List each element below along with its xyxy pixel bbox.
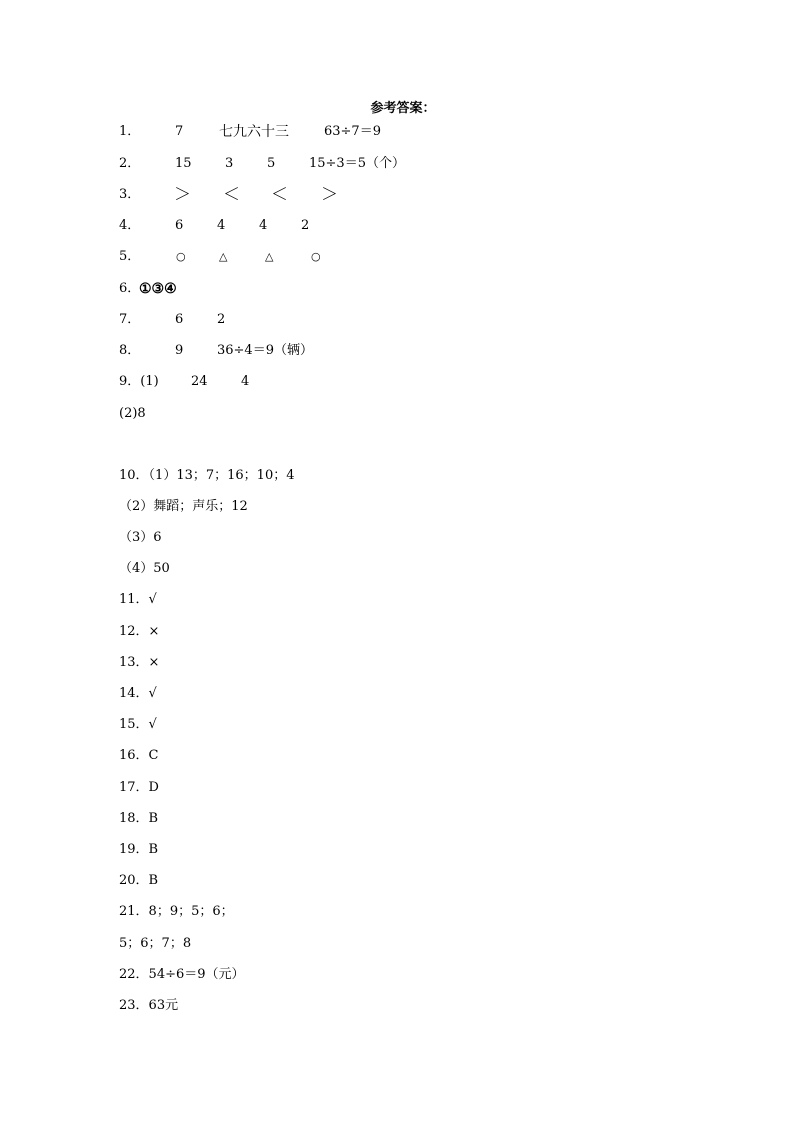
triangle-shape: △ <box>265 250 274 263</box>
answer-choices: ①③④ <box>139 281 177 297</box>
answer-10-part-4: （4）50 <box>119 561 170 576</box>
answer-22: 22．54÷6＝9（元） <box>119 967 245 982</box>
answer-blank: 7 <box>175 124 184 139</box>
answer-21-part-2: 5；6；7；8 <box>119 936 192 951</box>
answer-blank: 15÷3＝5（个） <box>309 156 405 171</box>
answer-16: 16．C <box>119 748 159 763</box>
answer-19: 19．B <box>119 842 159 857</box>
answer-blank: 63÷7＝9 <box>324 124 381 139</box>
answer-17: 17．D <box>119 780 159 795</box>
answer-18: 18．B <box>119 811 159 826</box>
circle-shape: ○ <box>176 250 186 263</box>
answer-20: 20．B <box>119 873 159 888</box>
answer-13: 13．× <box>119 655 160 670</box>
answer-10-part-3: （3）6 <box>119 530 162 545</box>
answer-number: 3． <box>119 187 141 202</box>
answer-9-part-2: (2)8 <box>119 406 146 421</box>
answer-blank: 24 <box>191 374 208 389</box>
answer-blank: 4 <box>217 218 226 233</box>
answer-21: 21．8；9；5；6； <box>119 904 234 919</box>
greater-than-symbol: ＞ <box>174 185 191 205</box>
answer-blank: 5 <box>267 156 276 171</box>
page-title <box>0 97 794 116</box>
answer-number: 1． <box>119 124 141 139</box>
answer-blank: 6 <box>175 218 184 233</box>
answer-blank: 9 <box>175 343 184 358</box>
answer-blank: 4 <box>241 374 250 389</box>
answer-number: 4． <box>119 218 141 233</box>
answer-23: 23．63元 <box>119 998 179 1013</box>
answer-blank: 2 <box>301 218 310 233</box>
page-title-text: 参考答案： <box>370 101 436 116</box>
answer-blank: 七九六十三 <box>219 124 289 140</box>
less-than-symbol: ＜ <box>223 185 240 205</box>
greater-than-symbol: ＞ <box>321 185 338 205</box>
triangle-shape: △ <box>219 250 228 263</box>
answer-number: 7． <box>119 312 141 327</box>
answer-number: 6． <box>119 281 141 296</box>
answer-12: 12．× <box>119 624 160 639</box>
answer-blank: 6 <box>175 312 184 327</box>
circle-shape: ○ <box>311 250 321 263</box>
answer-10-part-2: （2）舞蹈；声乐；12 <box>119 499 248 514</box>
answer-blank: 15 <box>175 156 192 171</box>
answer-blank: 3 <box>225 156 234 171</box>
answer-number: 8． <box>119 343 141 358</box>
answer-blank: 36÷4＝9（辆） <box>217 343 313 358</box>
answer-11: 11．√ <box>119 592 157 607</box>
answer-blank: 2 <box>217 312 226 327</box>
less-than-symbol: ＜ <box>271 185 288 205</box>
answer-15: 15．√ <box>119 717 157 732</box>
answer-10: 10．（1）13；7；16；10；4 <box>119 468 295 483</box>
answer-14: 14．√ <box>119 686 157 701</box>
answer-number: 9．(1) <box>119 374 159 389</box>
answer-number: 5． <box>119 249 141 264</box>
answer-number: 2． <box>119 156 141 171</box>
answer-blank: 4 <box>259 218 268 233</box>
